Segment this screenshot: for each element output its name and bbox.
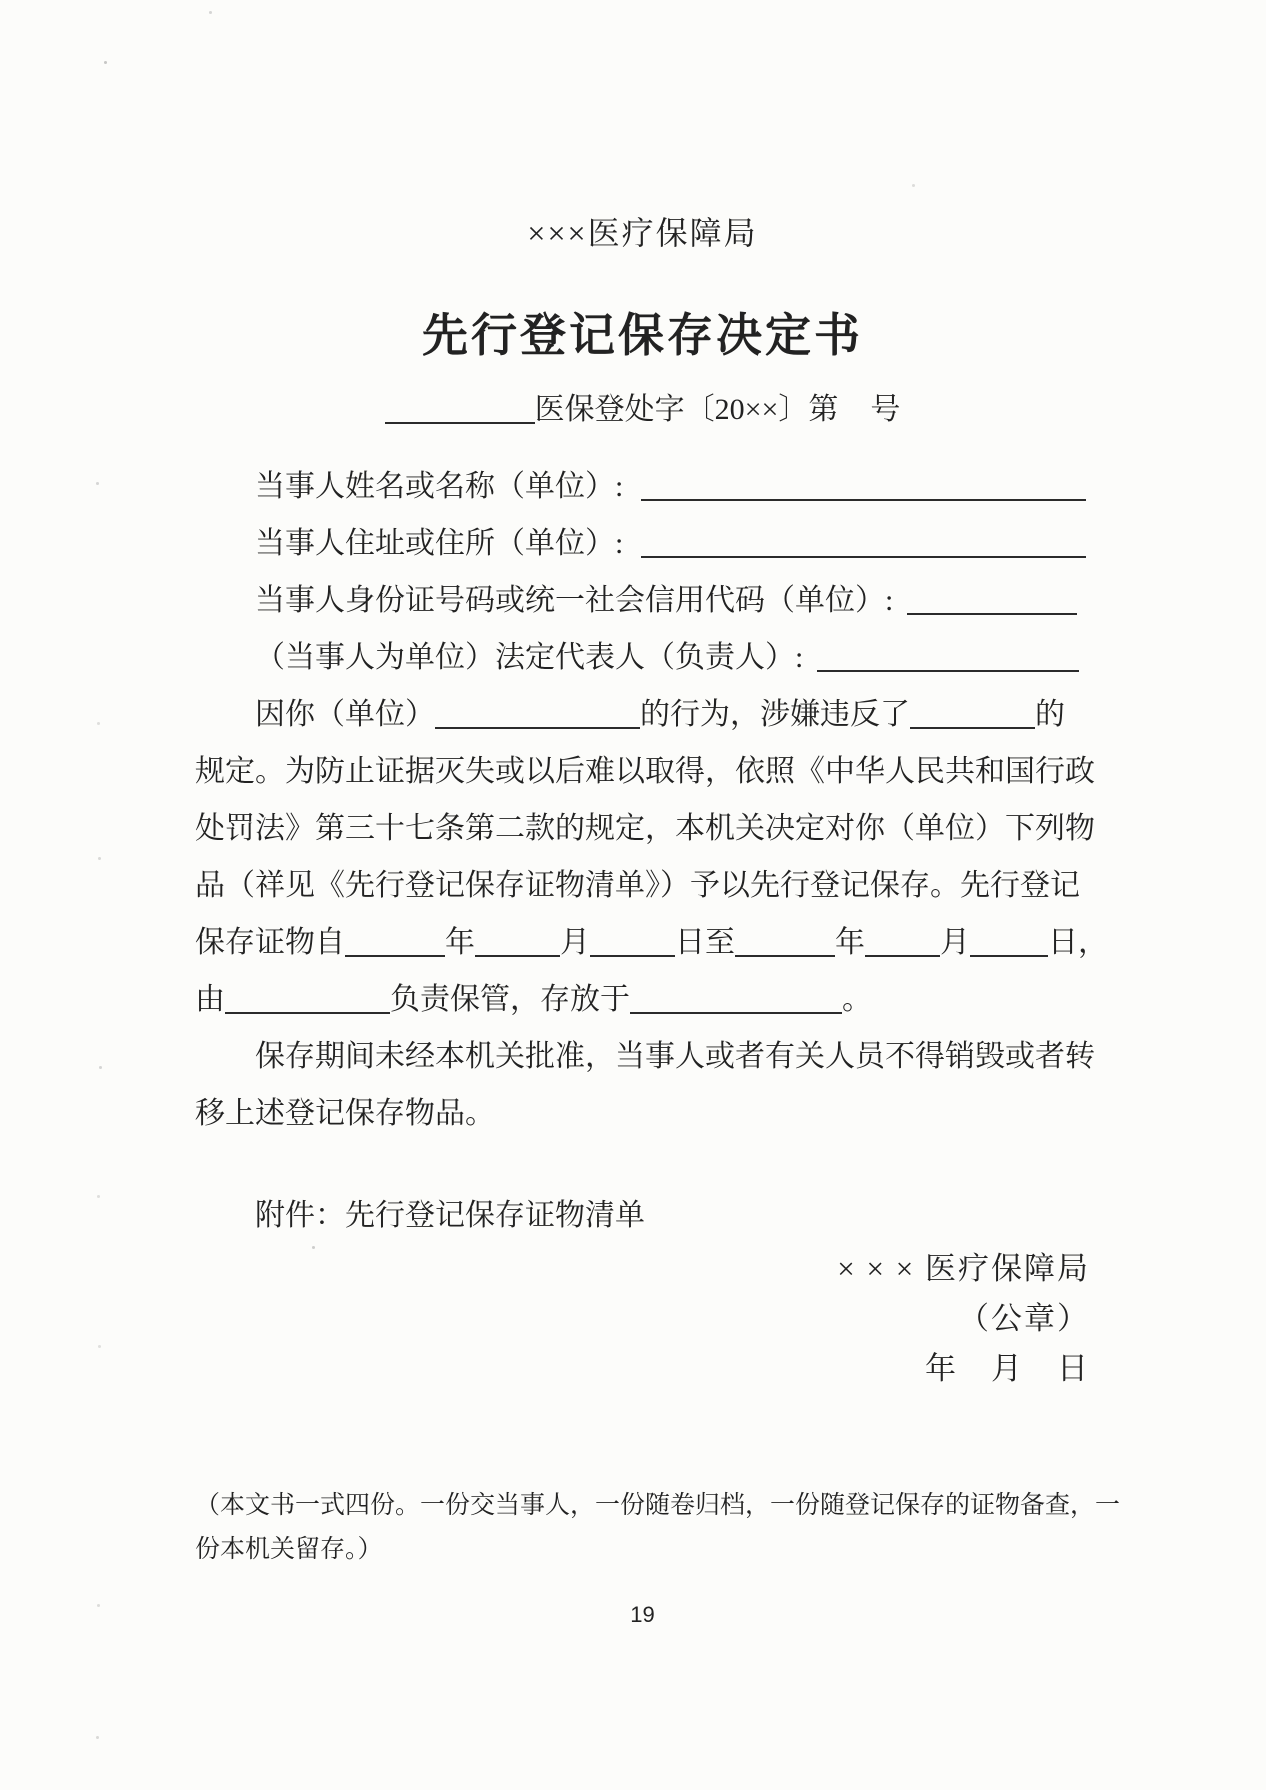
document-number-line <box>195 390 1090 430</box>
text-run: 品（祥见《先行登记保存证物清单》）予以先行登记保存。先行登记 <box>195 869 1080 902</box>
text-line <box>195 1484 1121 1528</box>
blank-underline <box>590 951 675 957</box>
text-run: 负责保管，存放于 <box>390 983 630 1016</box>
text-line <box>195 1528 1090 1572</box>
prohibition-line-1 <box>195 1028 1095 1085</box>
text-run: 。 <box>842 983 872 1016</box>
text-run: 日至 <box>675 926 735 959</box>
text-line <box>195 1294 1090 1344</box>
legal-representative-line <box>195 629 1090 686</box>
document-number-line <box>195 390 1090 430</box>
attachment-section <box>195 1187 1090 1244</box>
text-run: 当事人身份证号码或统一社会信用代码（单位）: <box>255 584 894 617</box>
text-run: 的 <box>1035 698 1065 731</box>
custodian-line <box>195 971 1090 1028</box>
text-line <box>195 1344 1090 1394</box>
text-run: × × × 医疗保障局 <box>837 1251 1090 1286</box>
text-line <box>195 1244 1090 1294</box>
preservation-period-line <box>195 914 1108 971</box>
blank-underline <box>865 951 940 957</box>
text-run: 年 <box>445 926 475 959</box>
blank-underline <box>735 951 835 957</box>
text-run: （当事人为单位）法定代表人（负责人）: <box>255 641 804 674</box>
text-run: 月 <box>940 926 970 959</box>
text-run: （公章） <box>958 1301 1090 1336</box>
blank-underline <box>345 951 445 957</box>
issuing-org-header: ×××医疗保障局 <box>527 215 758 251</box>
party-address-line <box>195 515 1090 572</box>
blank-underline <box>435 723 640 729</box>
legal-basis-line-2 <box>195 800 1095 857</box>
blank-underline <box>970 951 1048 957</box>
attachment-line <box>195 1187 1090 1244</box>
text-run: 医保登处字〔20××〕第 <box>534 393 839 426</box>
text-run: 移上述登记保存物品。 <box>195 1097 495 1130</box>
text-run: 年 <box>835 926 865 959</box>
blank-underline <box>385 418 535 424</box>
blank-underline <box>907 609 1077 615</box>
text-run: 月 <box>560 926 590 959</box>
party-id-line <box>195 572 1090 629</box>
text-run: 当事人姓名或名称（单位）: <box>255 470 624 503</box>
blank-underline <box>475 951 560 957</box>
text-run: 处罚法》第三十七条第二款的规定，本机关决定对你（单位）下列物 <box>195 812 1095 845</box>
text-run: 规定。为防止证据灭失或以后难以取得，依照《中华人民共和国行政 <box>195 755 1095 788</box>
text-run: 当事人住址或住所（单位）: <box>255 527 624 560</box>
text-run: 的行为，涉嫌违反了 <box>640 698 910 731</box>
distribution-note <box>195 1484 1121 1572</box>
text-run: 年 月 日 <box>925 1351 1090 1386</box>
text-run: 因你（单位） <box>255 698 435 731</box>
text-run: 附件：先行登记保存证物清单 <box>255 1199 645 1232</box>
text-run: 保存期间未经本机关批准，当事人或者有关人员不得销毁或者转 <box>255 1040 1095 1073</box>
blank-underline <box>817 666 1079 672</box>
text-run: 号 <box>870 393 901 426</box>
legal-basis-line-1 <box>195 743 1095 800</box>
text-run: 份本机关留存。） <box>195 1536 383 1563</box>
prohibition-line-2 <box>195 1085 1090 1142</box>
text-run: （本文书一式四份。一份交当事人，一份随卷归档，一份随登记保存的证物备查，一 <box>195 1492 1121 1519</box>
scan-noise-specks <box>0 0 3 3</box>
blank-underline <box>910 723 1035 729</box>
blank-underline <box>225 1008 390 1014</box>
text-run: 保存证物自 <box>195 926 345 959</box>
legal-basis-line-3 <box>195 857 1090 914</box>
document-title: 先行登记保存决定书 <box>422 310 863 361</box>
blank-underline <box>630 1008 842 1014</box>
blank-underline <box>641 552 1086 558</box>
blank-underline <box>641 495 1086 501</box>
text-run: 由 <box>195 983 225 1016</box>
violation-line <box>195 686 1090 743</box>
page-number: 19 <box>630 1602 655 1627</box>
body-text <box>195 458 1108 1142</box>
text-run: 日， <box>1048 926 1108 959</box>
signature-block <box>195 1244 1090 1394</box>
party-name-line <box>195 458 1090 515</box>
